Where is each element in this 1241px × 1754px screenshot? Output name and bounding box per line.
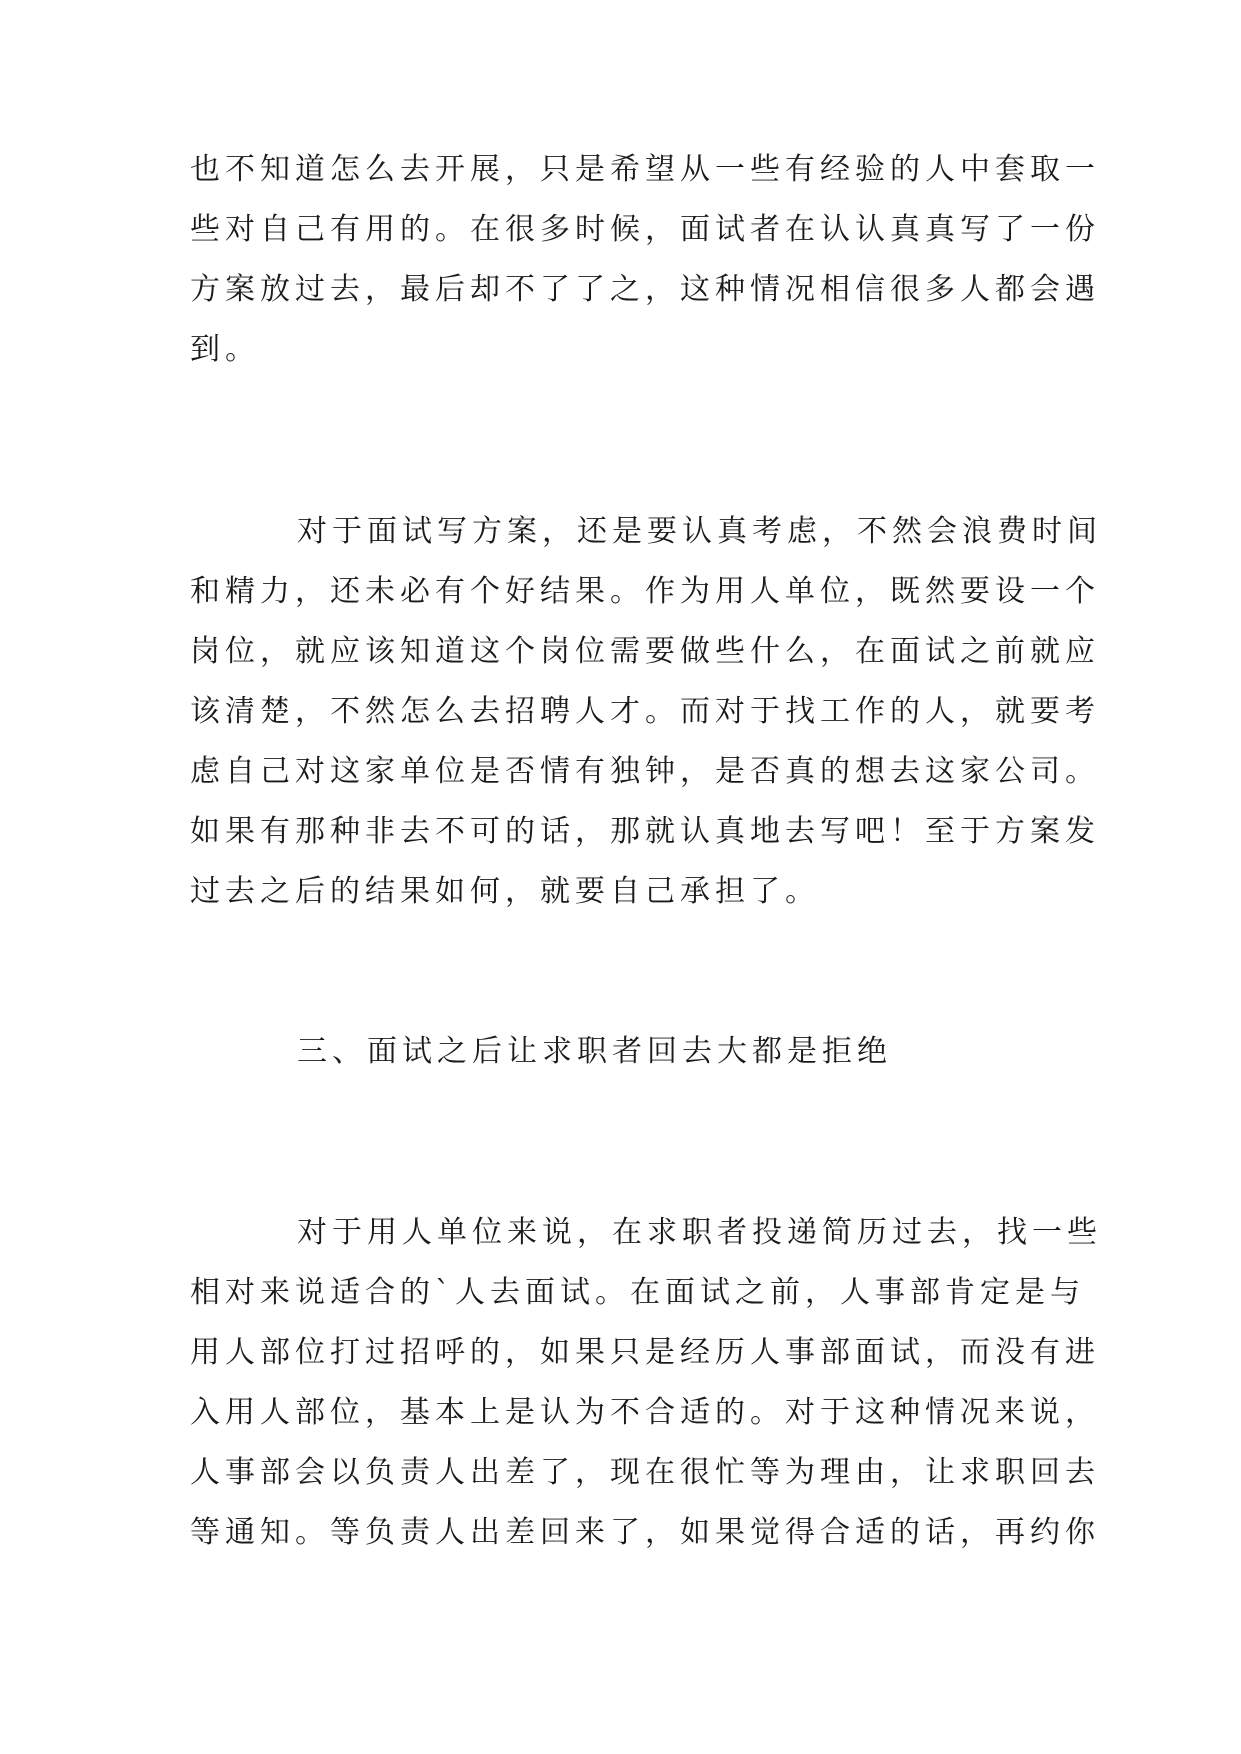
paragraph2-line-3: 岗位，就应该知道这个岗位需要做些什么，在面试之前就应 — [190, 634, 1100, 669]
paragraph2-line-6: 如果有那种非去不可的话，那就认真地去写吧！至于方案发 — [190, 814, 1100, 849]
paragraph1-line-1: 也不知道怎么去开展，只是希望从一些有经验的人中套取一 — [190, 152, 1100, 187]
paragraph3-line-3: 用人部位打过招呼的，如果只是经历人事部面试，而没有进 — [190, 1335, 1100, 1370]
paragraph3-line-6: 等通知。等负责人出差回来了，如果觉得合适的话，再约你 — [190, 1515, 1100, 1550]
paragraph1-line-3: 方案放过去，最后却不了了之，这种情况相信很多人都会遇 — [190, 272, 1100, 307]
paragraph2-line-5: 虑自己对这家单位是否情有独钟，是否真的想去这家公司。 — [190, 754, 1100, 789]
paragraph3-line-2: 相对来说适合的`人去面试。在面试之前，人事部肯定是与 — [190, 1275, 1085, 1310]
paragraph2-line-4: 该清楚，不然怎么去招聘人才。而对于找工作的人，就要考 — [190, 694, 1100, 729]
paragraph3-line-5: 人事部会以负责人出差了，现在很忙等为理由，让求职回去 — [190, 1455, 1100, 1490]
paragraph1-line-2: 些对自己有用的。在很多时候，面试者在认认真真写了一份 — [190, 212, 1100, 247]
section-heading: 三、面试之后让求职者回去大都是拒绝 — [297, 1034, 892, 1069]
paragraph3-line-4: 入用人部位，基本上是认为不合适的。对于这种情况来说， — [190, 1395, 1100, 1430]
paragraph2-line-1: 对于面试写方案，还是要认真考虑，不然会浪费时间 — [297, 514, 1102, 549]
paragraph1-line-4: 到。 — [190, 332, 260, 367]
paragraph2-line-7: 过去之后的结果如何，就要自己承担了。 — [190, 874, 820, 909]
paragraph2-line-2: 和精力，还未必有个好结果。作为用人单位，既然要设一个 — [190, 574, 1100, 609]
paragraph3-line-1: 对于用人单位来说，在求职者投递简历过去，找一些 — [297, 1215, 1102, 1250]
